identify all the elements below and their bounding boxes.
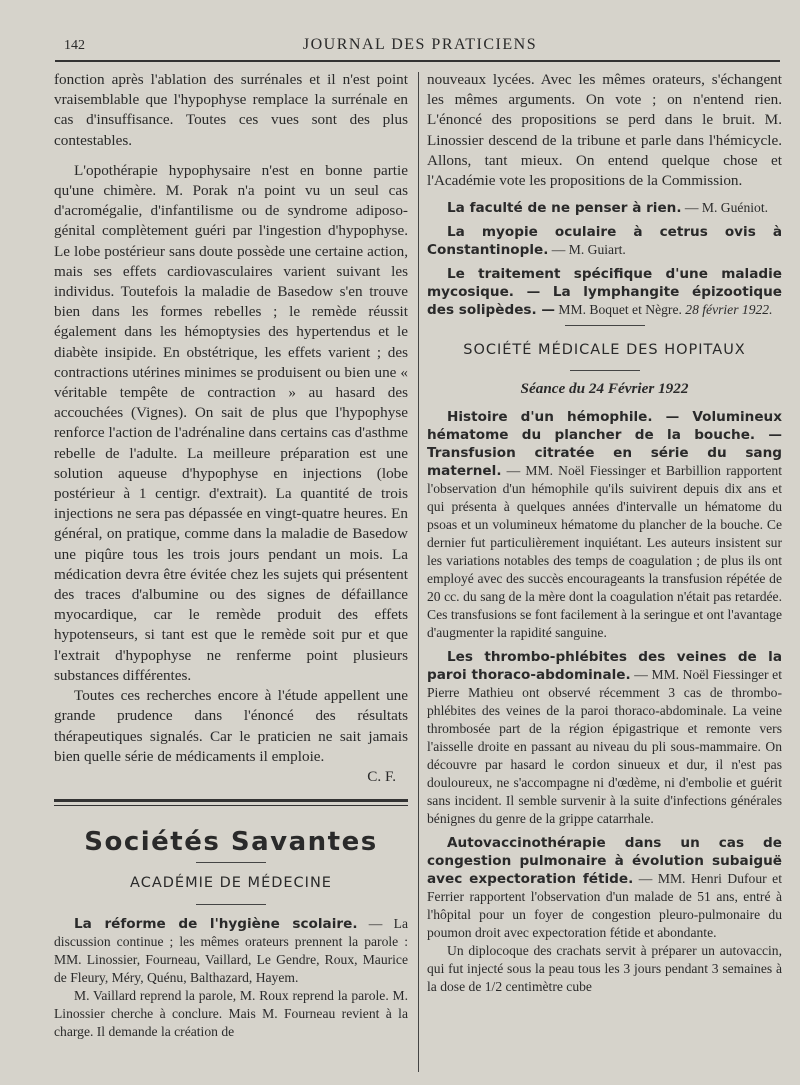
article-paragraph <box>427 223 782 259</box>
article-text: — MM. Noël Fiessinger et Barbillion rapportent l'observation d'un hémophile qu'ils suivirent depuis dix ans et qui présenta à quelques années d'intervalle un hématome du psoas et un volumineux hématome du plancher de la bouche. Ce dernier fut particulièrement inquiétant. Les auteurs insistent sur les variations notables des temps de coagulation ; de plus ils ont employé avec des succès encourageants la transfusion répétée de 20 cc. du sang de la mère dont la coagulation n'était pas retardée. Ces transfusions se font facilement à la seringue et ont l'avantage d'augmenter la rapidité sanguine. <box>427 462 782 640</box>
article-heading: Le traitement spécifique d'une maladie mycosique. — La lymphangite épizootique des solipèdes. — <box>427 266 782 319</box>
article-text: — MM. Henri Dufour et Ferrier rapportent l'observation d'un malade de 51 ans, entré à l'hôpital pour un foyer de congestion pleuro-pulmonaire du poumon droit avec expectoration fétide et abondante. <box>427 870 782 940</box>
article-date: 28 février 1922. <box>685 302 773 318</box>
column-divider <box>418 72 419 1072</box>
page-header <box>60 36 780 58</box>
article-heading: Histoire d'un hémophile. — Volumineux hématome du plancher de la bouche. — Transfusion citratée en série du sang maternel. <box>427 408 782 479</box>
article-heading: La faculté de ne penser à rien. <box>447 200 682 217</box>
header-rule <box>55 60 780 62</box>
article-author: MM. Boquet et Nègre. <box>558 302 682 318</box>
paragraph: nouveaux lycées. Avec les mêmes orateurs, s'échangent les mêmes arguments. On vote ; on n'entend rien. L'énoncé des propositions se perd dans le bruit. M. Linossier descend de la tribune et parle dans l'hémicycle. Allons, tant mieux. On entend quelque chose et l'Académie vote les propositions de la Commission. <box>427 71 782 190</box>
journal-title: JOURNAL DES PRATICIENS <box>302 36 538 53</box>
article-author: — M. Guéniot. <box>681 200 768 216</box>
article-heading: Autovaccinothérapie dans un cas de congestion pulmonaire à évolution subaiguë avec expectoration fétide. <box>427 834 782 887</box>
section-rule <box>54 799 408 802</box>
subsection-heading: ACADÉMIE DE MÉDECINE <box>130 875 332 892</box>
section-heading: Sociétés Savantes <box>84 827 378 858</box>
divider <box>196 862 266 863</box>
article-paragraph <box>427 648 782 828</box>
divider <box>565 325 645 326</box>
divider <box>570 370 640 371</box>
article-heading: La myopie oculaire à cetrus ovis à Constantinople. <box>427 224 782 259</box>
section-heading: SOCIÉTÉ MÉDICALE DES HOPITAUX <box>463 342 746 359</box>
article-text: — La discussion continue ; les mêmes orateurs prennent la parole : MM. Linossier, Fourneau, Vaillard, Le Gendre, Roux, Maurice de Fleury, Méry, Quénu, Balthazard, Hayem. <box>54 915 408 985</box>
left-column <box>54 70 408 1041</box>
article-paragraph <box>427 199 782 217</box>
right-column <box>427 70 782 996</box>
article-heading: La réforme de l'hygiène scolaire. <box>74 915 358 932</box>
article-text: — MM. Noël Fiessinger et Pierre Mathieu ont observé récemment 3 cas de thrombo-phlébites des veines de la paroi thoraco-abdominale. La veine thrombosée part de la région épigastrique et remonte vers l'aisselle droite en passant au niveau du pli sous-mammaire. On découvre par hasard le cordon sinueux et dur, il n'est pas douloureux, ne s'accompagne ni d'œdème, ni d'embolie et guérit sans incident. Il semble survenir à la suite d'infections générales bénignes du genre de la grippe catarrhale. <box>427 666 782 826</box>
page-number: 142 <box>64 38 85 53</box>
section-rule-thin <box>54 805 408 806</box>
article-paragraph <box>427 834 782 942</box>
article-paragraph <box>427 265 782 319</box>
paragraph: Toutes ces recherches encore à l'étude appellent une grande prudence dans l'énoncé des résultats thérapeutiques signalés. Car le praticien ne sait jamais bien quelle série de médicaments il emploie. <box>54 687 408 765</box>
article-author: — M. Guiart. <box>548 242 626 258</box>
divider <box>196 904 266 905</box>
article-paragraph <box>427 408 782 642</box>
signature: C. F. <box>367 767 396 785</box>
article-heading: Les thrombo-phlébites des veines de la paroi thoraco-abdominale. <box>427 648 782 683</box>
paragraph: L'opothérapie hypophysaire n'est en bonne partie qu'une chimère. M. Porak n'a point vu un seul cas d'acromégalie, d'infantilisme ou de syndrome adiposo-génital complètement guéri par l'ingestion d'hypophyse. Le lobe postérieur sans doute possède une certaine action, mais ses effets cardiovasculaires varient suivant les individus. Toutefois la maladie de Basedow s'en trouve bien dans les formes rebelles ; le remède réussit également dans les hémoptysies des hypertendus et le diabète insipide. En obstétrique, les effets varient ; des contractions utérines minimes se produisent ou bien une « véritable tempête de contraction » au hasard des accouchées (Vignes). On sait de plus que l'hypophyse renforce l'action de l'adrénaline dans certains cas d'asthme rebelle de l'adulte. La meilleure préparation est une solution aqueuse d'hypophyse en injections (lobe postérieur à 1 centigr. d'extrait). La quantité de trois injections ne sera pas dépassée en vingt-quatre heures. En général, on pratique, comme dans la maladie de Basedow une piqûre tous les trois jours pendant un mois. La médication devra être évitée chez les sujets qui présentent des traces d'albumine ou des signes de défaillance myocardique, car le remède produit des effets hypotenseurs, si tant est que le remède soit pur et que l'extrait d'hypophyse ne renferme point plusieurs substances différentes. <box>54 161 408 684</box>
article-paragraph <box>54 915 408 987</box>
paragraph: fonction après l'ablation des surrénales et il n'est point vraisemblable que l'hypophyse remplace la surrénale en cas d'insuffisance. Toutes ces vues sont des plus contestables. <box>54 71 408 149</box>
session-date: Séance du 24 Février 1922 <box>520 380 689 398</box>
article-paragraph: M. Vaillard reprend la parole, M. Roux reprend la parole. M. Linossier cherche à conclure. Mais M. Fourneau revient à la charge. Il demande la création de <box>54 987 408 1039</box>
article-paragraph: Un diplocoque des crachats servit à préparer un autovaccin, qui fut injecté sous la peau tous les 3 jours pendant 3 semaines à la dose de 1/2 centimètre cube <box>427 942 782 994</box>
